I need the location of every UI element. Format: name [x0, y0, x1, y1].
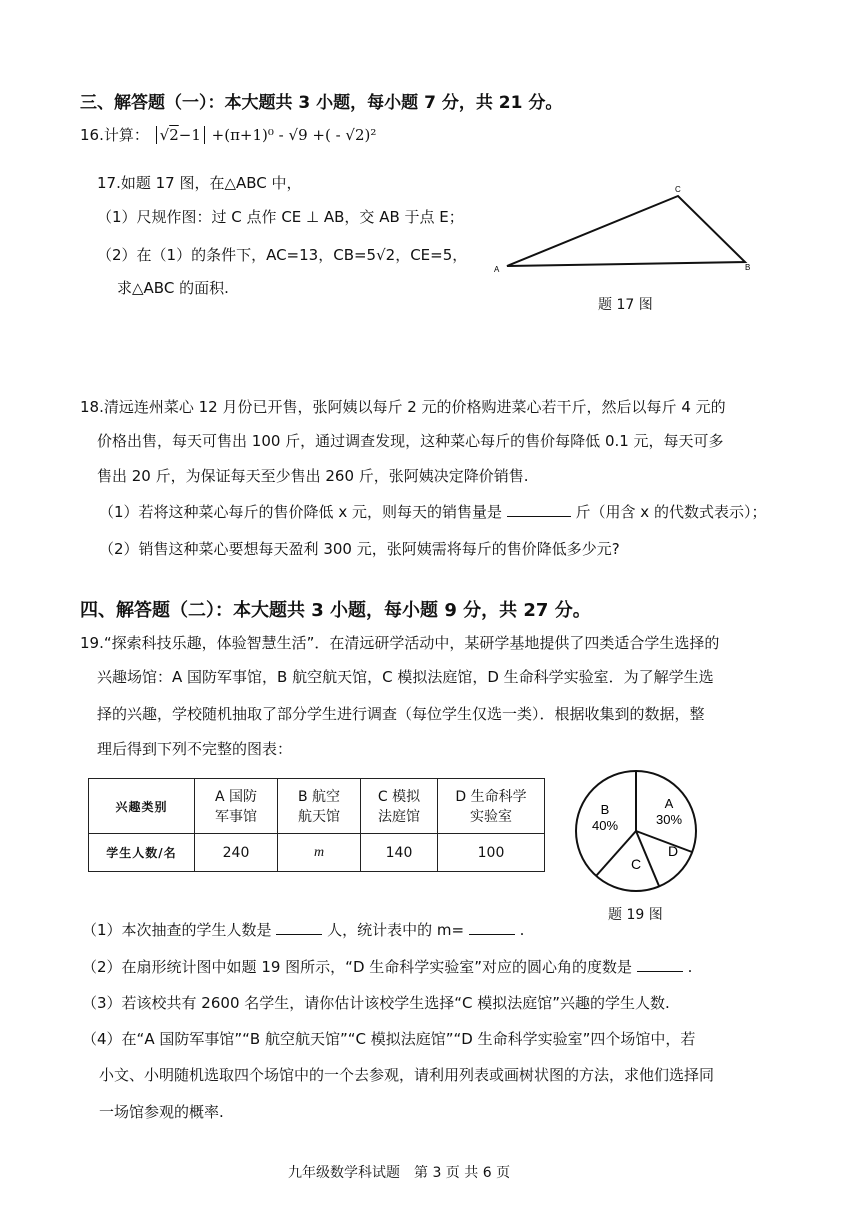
q18-line3: 售出 20 斤，为保证每天至少售出 260 斤，张阿姨决定降价销售. [97, 467, 529, 485]
q18-part1 [99, 501, 766, 522]
vertex-b-label: B [745, 263, 751, 272]
q17-part2: （2）在（1）的条件下，AC=13，CB=5√2，CE=5， [97, 246, 468, 264]
vertex-a-label: A [494, 265, 500, 274]
q19-pie-chart [565, 768, 705, 898]
q17-figure-caption: 题 17 图 [598, 297, 653, 313]
q19-line2: 兴趣场馆：A 国防军事馆，B 航空航天馆，C 模拟法庭馆，D 生命科学实验室．为了解学生选 [97, 668, 714, 686]
col-d-line2: 实验室 [470, 809, 512, 825]
q16-abs-expr: √2−1 [156, 126, 205, 144]
q19-figure-caption: 题 19 图 [608, 907, 663, 923]
pie-d-label: D [667, 843, 679, 859]
cell-d-value: 100 [438, 834, 545, 872]
q19-part1-c: . [519, 921, 525, 939]
q19-m-blank[interactable] [469, 920, 515, 935]
q19-part1-b: 人，统计表中的 m= [327, 921, 465, 939]
pie-b-label: B [600, 802, 610, 817]
table-col-b [278, 779, 361, 834]
table-row [89, 834, 545, 872]
cell-a-value: 240 [195, 834, 278, 872]
q19-part4-line3: 一场馆参观的概率. [99, 1103, 224, 1121]
col-c-line1: C 模拟 [377, 789, 421, 805]
section4-title: 四、解答题（二）：本大题共 3 小题，每小题 9 分，共 27 分。 [80, 600, 591, 621]
table-col-c [361, 779, 438, 834]
q18-answer-blank[interactable] [507, 502, 571, 517]
col-c-line2: 法庭馆 [378, 809, 420, 825]
pie-b-pct: 40% [591, 818, 619, 833]
q19-part3: （3）若该校共有 2600 名学生，请你估计该校学生选择“C 模拟法庭馆”兴趣的学生人数. [82, 994, 670, 1012]
vertex-c-label: C [675, 185, 681, 194]
q16 [80, 124, 376, 145]
q19-part2-a: （2）在扇形统计图中如题 19 图所示，“D 生命科学实验室”对应的圆心角的度数是 [82, 958, 633, 976]
section3-title: 三、解答题（一）：本大题共 3 小题，每小题 7 分，共 21 分。 [80, 93, 563, 113]
pie-a-pct: 30% [655, 812, 683, 827]
q19-survey-table [88, 778, 545, 872]
q17-intro: 17.如题 17 图，在△ABC 中， [97, 174, 302, 192]
table-row-label: 学生人数/名 [89, 834, 195, 872]
pie-c-label: C [630, 856, 642, 872]
q16-prefix: 16.计算： [80, 126, 149, 144]
q19-part4-line1: （4）在“A 国防军事馆”“B 航空航天馆”“C 模拟法庭馆”“D 生命科学实验室”四个场馆中，若 [82, 1030, 696, 1048]
q18-part1-b: 斤（用含 x 的代数式表示）； [575, 503, 767, 521]
q19-part2 [82, 956, 692, 977]
q17-triangle-figure [490, 180, 765, 280]
col-b-line1: B 航空 [297, 789, 341, 805]
col-a-line1: A 国防 [214, 789, 258, 805]
q19-part2-b: . [687, 958, 693, 976]
pie-a-label: A [664, 796, 674, 811]
q19-part1 [82, 919, 524, 940]
q19-part1-a: （1）本次抽查的学生人数是 [82, 921, 272, 939]
q18-part2: （2）销售这种菜心要想每天盈利 300 元，张阿姨需将每斤的售价降低多少元? [99, 540, 620, 558]
col-a-line2: 军事馆 [215, 809, 257, 825]
table-col-d [438, 779, 545, 834]
q16-expr-tail: +(π+1)⁰ - √9 +( - √2)² [211, 126, 377, 144]
q19-line4: 理后得到下列不完整的图表： [97, 740, 293, 758]
cell-b-value [278, 834, 361, 872]
q19-line3: 择的兴趣，学校随机抽取了部分学生进行调查（每位学生仅选一类）．根据收集到的数据，整 [97, 705, 705, 723]
table-col-a [195, 779, 278, 834]
q19-line1: 19.“探索科技乐趣，体验智慧生活”．在清远研学活动中，某研学基地提供了四类适合学生选择的 [80, 634, 720, 652]
q17-part2b: 求△ABC 的面积. [117, 279, 229, 297]
col-b-line2: 航天馆 [298, 809, 340, 825]
table-header-label: 兴趣类别 [89, 779, 195, 834]
page-footer: 九年级数学科试题 第 3 页 共 6 页 [288, 1165, 511, 1181]
col-d-line1: D 生命科学 [455, 789, 527, 805]
q18-part1-a: （1）若将这种菜心每斤的售价降低 x 元，则每天的销售量是 [99, 503, 502, 521]
cell-c-value: 140 [361, 834, 438, 872]
q17-part1: （1）尺规作图：过 C 点作 CE ⊥ AB，交 AB 于点 E； [97, 208, 464, 226]
q19-total-blank[interactable] [276, 920, 322, 935]
q19-part4-line2: 小文、小明随机选取四个场馆中的一个去参观，请利用列表或画树状图的方法，求他们选择同 [99, 1066, 715, 1084]
q19-angle-blank[interactable] [637, 957, 683, 972]
table-header-row [89, 779, 545, 834]
q18-line2: 价格出售，每天可售出 100 斤，通过调查发现，这种菜心每斤的售价每降低 0.1 元，每天可多 [97, 432, 724, 450]
q18-line1: 18.清远连州菜心 12 月份已开售，张阿姨以每斤 2 元的价格购进菜心若干斤，然后以每斤 4 元的 [80, 398, 726, 416]
triangle-abc [507, 196, 745, 266]
cell-b-var: m [313, 845, 325, 860]
